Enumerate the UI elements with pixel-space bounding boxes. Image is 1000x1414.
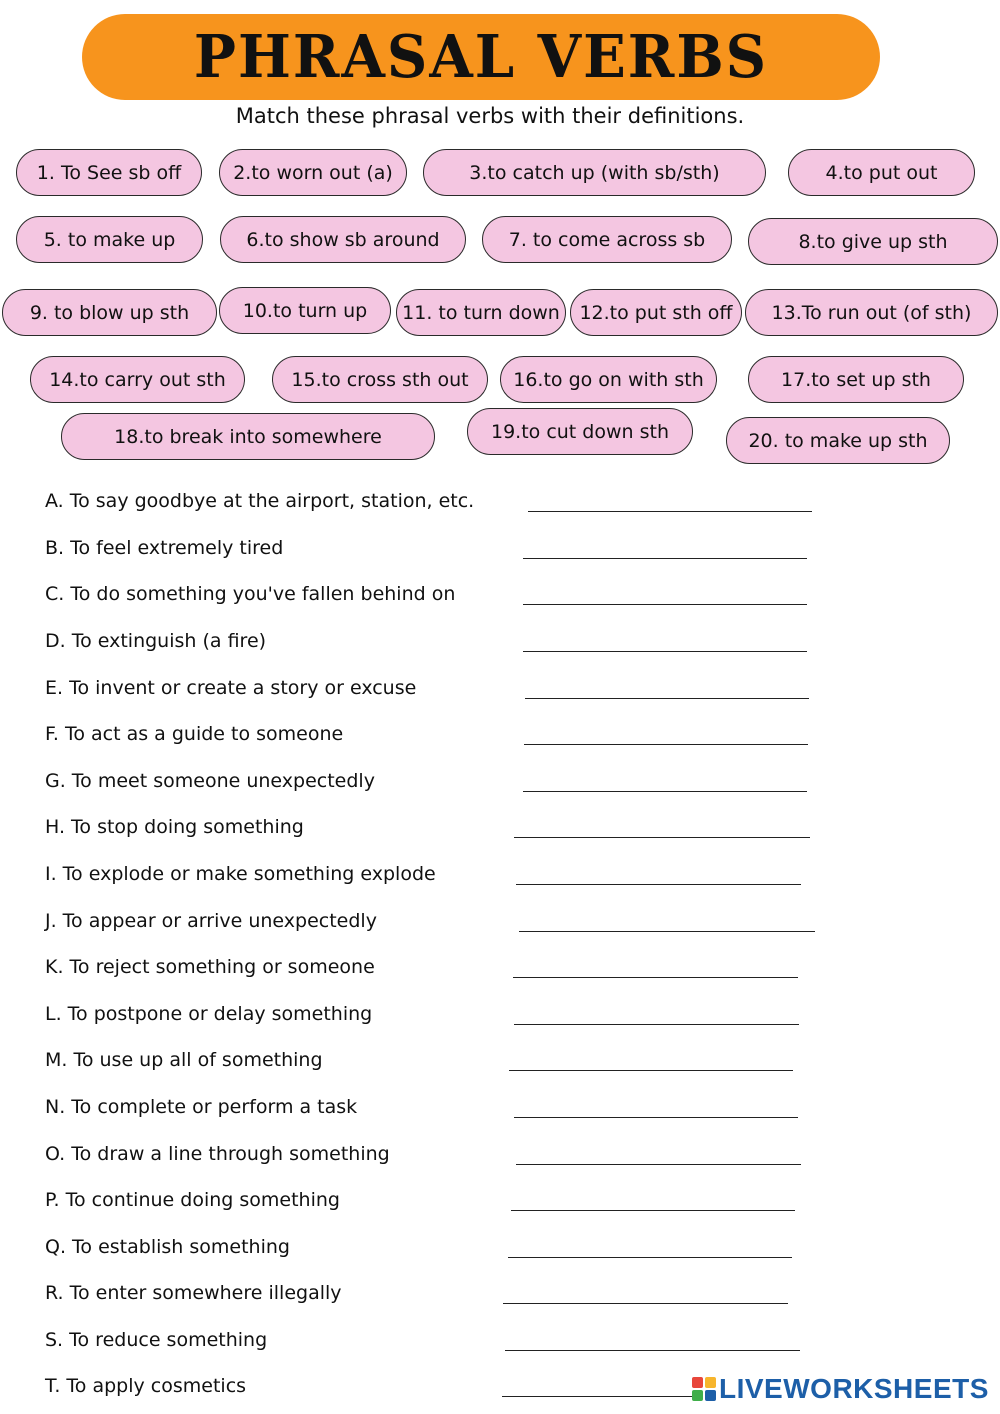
verb-chip[interactable]: 14.to carry out sth bbox=[30, 356, 245, 403]
answer-blank[interactable] bbox=[519, 931, 815, 932]
answer-blank[interactable] bbox=[508, 1257, 792, 1258]
answer-blank[interactable] bbox=[524, 744, 808, 745]
verb-chip[interactable]: 17.to set up sth bbox=[748, 356, 964, 403]
verb-chip[interactable]: 10.to turn up bbox=[219, 287, 391, 334]
worksheet-title: PHRASAL VERBS bbox=[193, 22, 769, 92]
liveworksheets-footer[interactable] bbox=[692, 1374, 989, 1404]
verb-chip[interactable]: 3.to catch up (with sb/sth) bbox=[423, 149, 766, 196]
answer-blank[interactable] bbox=[509, 1070, 793, 1071]
definition-text: H. To stop doing something bbox=[45, 816, 304, 838]
answer-blank[interactable] bbox=[505, 1350, 800, 1351]
verb-chip[interactable]: 2.to worn out (a) bbox=[219, 149, 407, 196]
answer-blank[interactable] bbox=[513, 977, 798, 978]
answer-blank[interactable] bbox=[525, 698, 809, 699]
answer-blank[interactable] bbox=[511, 1210, 795, 1211]
definition-text: D. To extinguish (a fire) bbox=[45, 630, 267, 652]
definition-text: F. To act as a guide to someone bbox=[45, 723, 344, 745]
verb-chip[interactable]: 9. to blow up sth bbox=[2, 289, 217, 336]
answer-blank[interactable] bbox=[502, 1396, 694, 1397]
definition-text: G. To meet someone unexpectedly bbox=[45, 770, 375, 792]
definition-text: J. To appear or arrive unexpectedly bbox=[45, 910, 377, 932]
verb-chip[interactable]: 8.to give up sth bbox=[748, 218, 998, 265]
liveworksheets-logo-icon bbox=[692, 1377, 716, 1401]
definition-text: R. To enter somewhere illegally bbox=[45, 1282, 342, 1304]
answer-blank[interactable] bbox=[523, 604, 807, 605]
definition-text: A. To say goodbye at the airport, station, etc. bbox=[45, 490, 475, 512]
definition-text: O. To draw a line through something bbox=[45, 1143, 390, 1165]
verb-chip[interactable]: 12.to put sth off bbox=[570, 289, 742, 336]
brand-name: LIVEWORKSHEETS bbox=[719, 1373, 989, 1404]
definition-text: B. To feel extremely tired bbox=[45, 537, 284, 559]
answer-blank[interactable] bbox=[514, 1024, 799, 1025]
definition-text: P. To continue doing something bbox=[45, 1189, 340, 1211]
answer-blank[interactable] bbox=[516, 884, 801, 885]
answer-blank[interactable] bbox=[523, 791, 807, 792]
definition-text: I. To explode or make something explode bbox=[45, 863, 436, 885]
answer-blank[interactable] bbox=[514, 1117, 798, 1118]
verb-chip[interactable]: 6.to show sb around bbox=[220, 216, 466, 263]
answer-blank[interactable] bbox=[528, 511, 812, 512]
definition-text: E. To invent or create a story or excuse bbox=[45, 677, 417, 699]
verb-chip[interactable]: 15.to cross sth out bbox=[272, 356, 488, 403]
instruction-text: Match these phrasal verbs with their definitions. bbox=[235, 104, 745, 128]
answer-blank[interactable] bbox=[503, 1303, 788, 1304]
definition-text: K. To reject something or someone bbox=[45, 956, 375, 978]
definition-text: C. To do something you've fallen behind on bbox=[45, 583, 456, 605]
verb-chip[interactable]: 20. to make up sth bbox=[726, 417, 950, 464]
answer-blank[interactable] bbox=[523, 651, 807, 652]
verb-chip[interactable]: 13.To run out (of sth) bbox=[745, 289, 998, 336]
definition-text: L. To postpone or delay something bbox=[45, 1003, 373, 1025]
verb-chip[interactable]: 19.to cut down sth bbox=[467, 408, 693, 455]
definition-text: T. To apply cosmetics bbox=[45, 1375, 247, 1397]
verb-chip[interactable]: 18.to break into somewhere bbox=[61, 413, 435, 460]
verb-chip[interactable]: 4.to put out bbox=[788, 149, 975, 196]
definition-text: M. To use up all of something bbox=[45, 1049, 323, 1071]
verb-chip[interactable]: 16.to go on with sth bbox=[500, 356, 717, 403]
verb-chip[interactable]: 11. to turn down bbox=[396, 289, 566, 336]
answer-blank[interactable] bbox=[523, 558, 807, 559]
answer-blank[interactable] bbox=[514, 837, 810, 838]
definition-text: S. To reduce something bbox=[45, 1329, 268, 1351]
verb-chip[interactable]: 1. To See sb off bbox=[16, 149, 202, 196]
verb-chip[interactable]: 7. to come across sb bbox=[482, 216, 732, 263]
answer-blank[interactable] bbox=[516, 1164, 801, 1165]
verb-chip[interactable]: 5. to make up bbox=[16, 216, 203, 263]
definitions-list bbox=[45, 0, 945, 1414]
definition-text: Q. To establish something bbox=[45, 1236, 290, 1258]
definition-text: N. To complete or perform a task bbox=[45, 1096, 358, 1118]
